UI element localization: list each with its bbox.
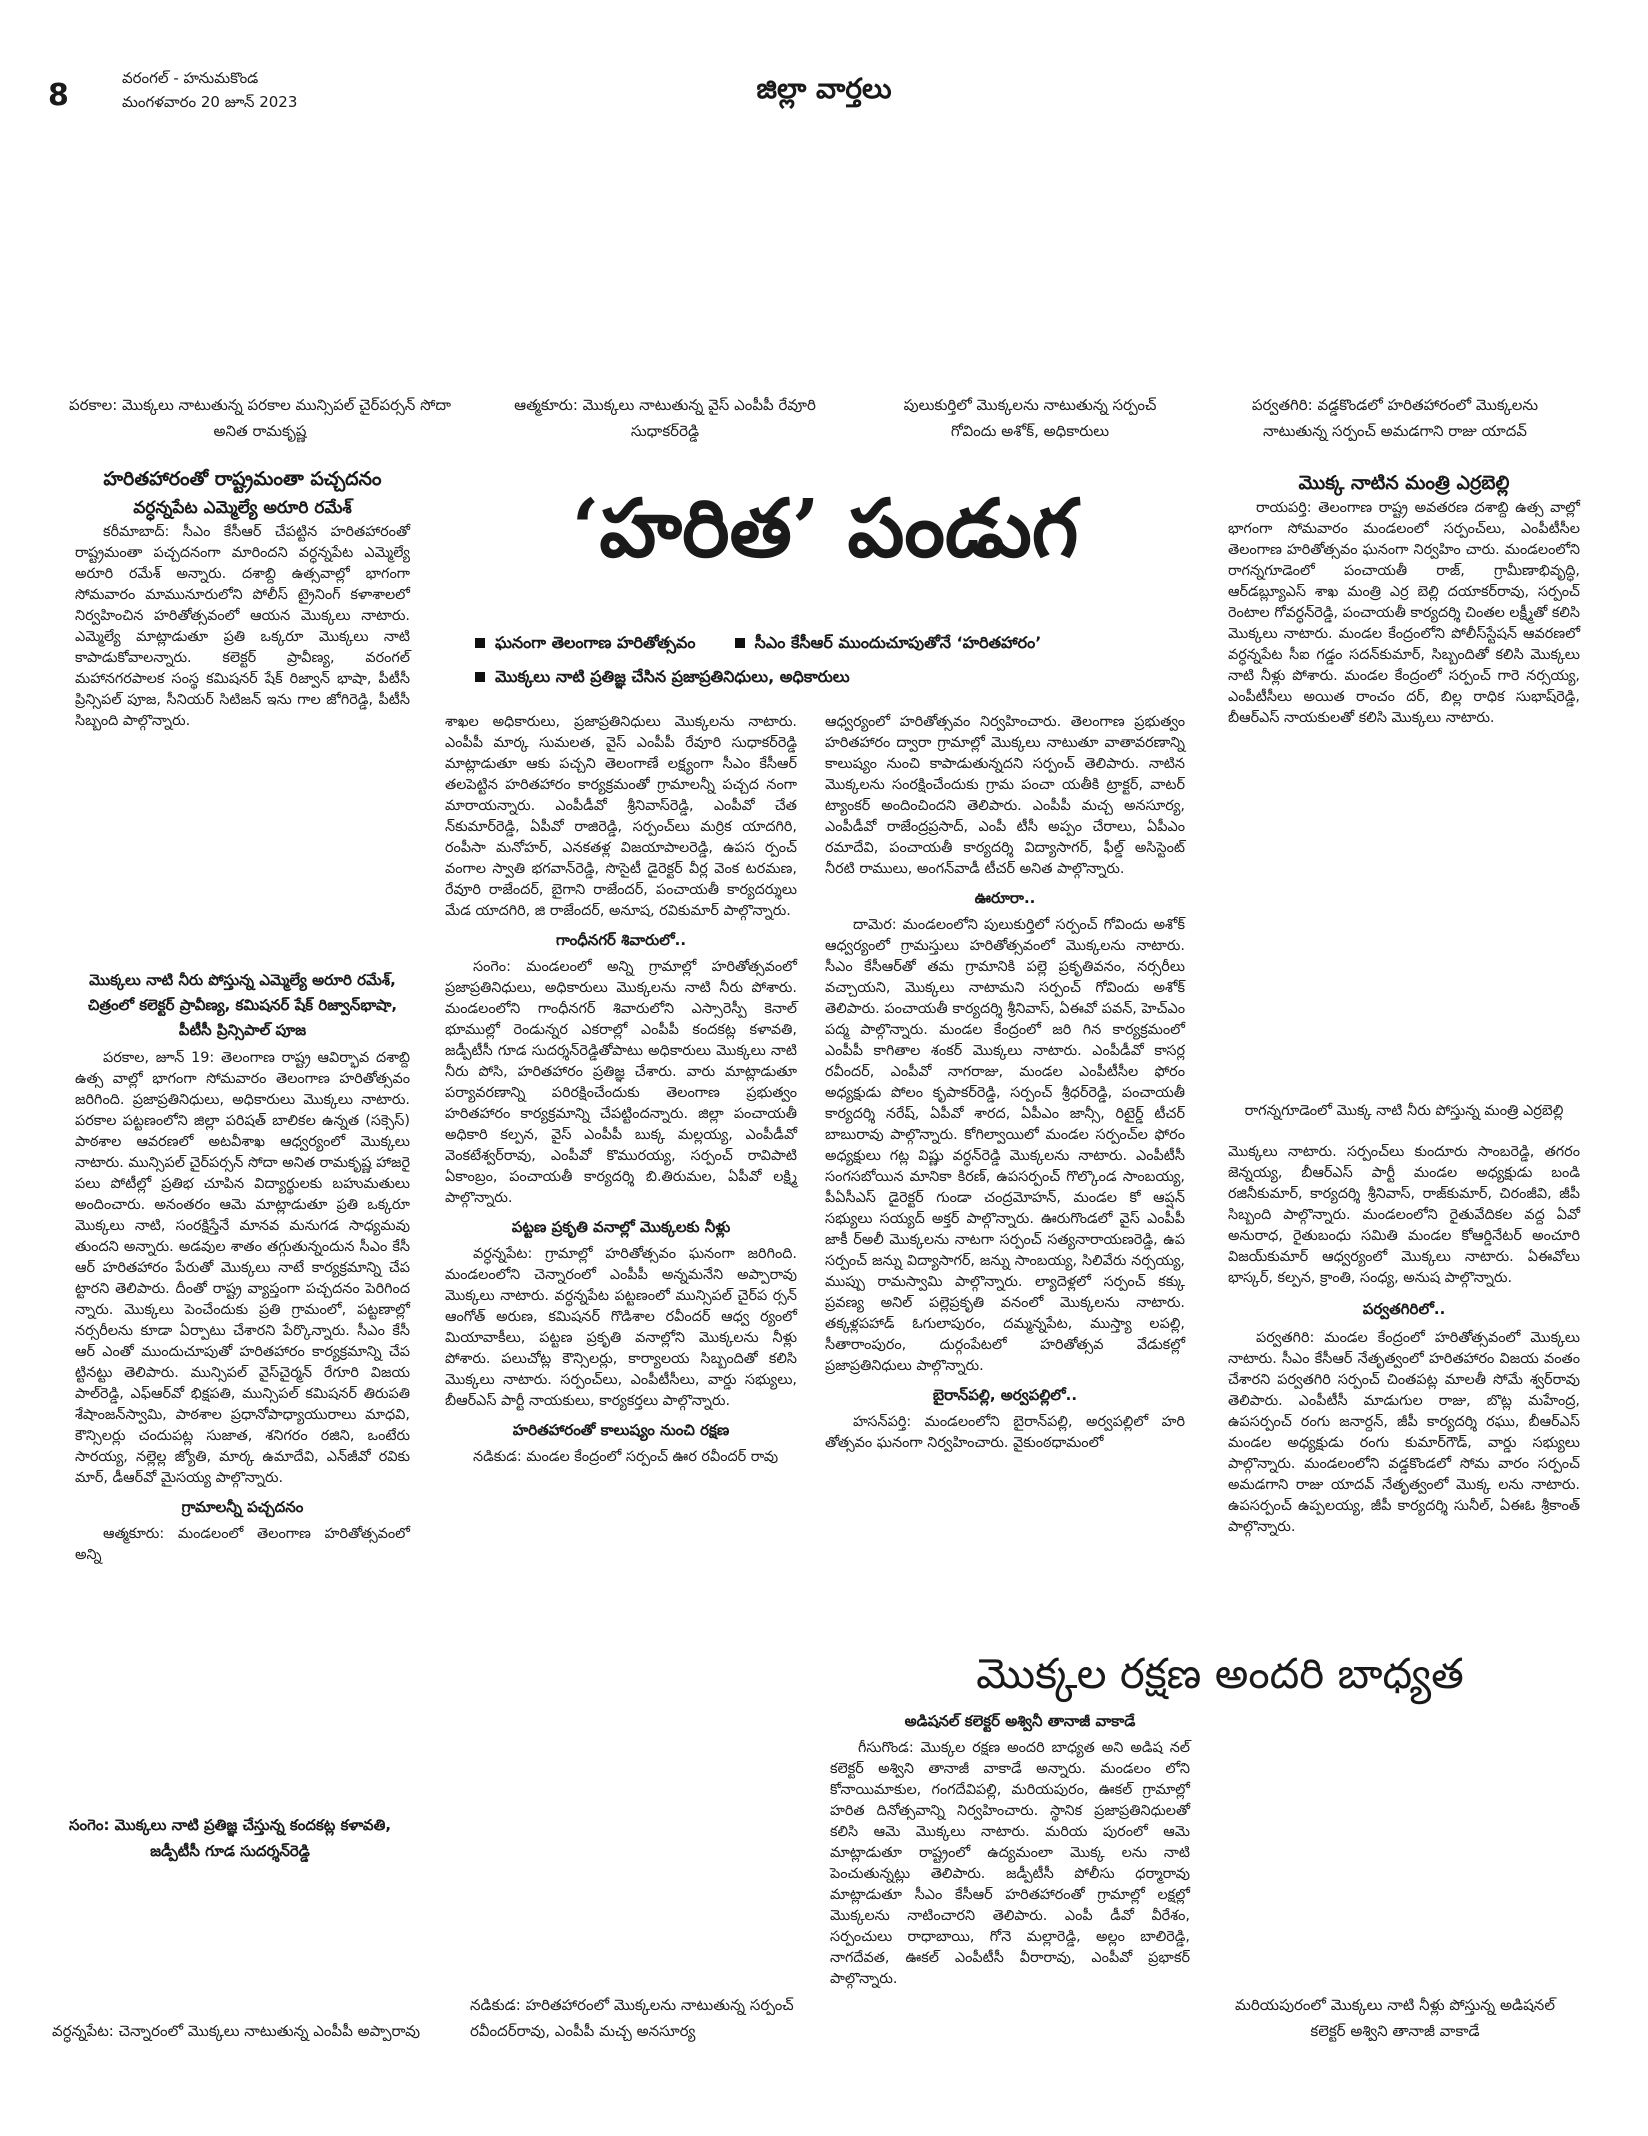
story-headline: హరితహారంతో రాష్ట్రమంతా పచ్చదనం — [103, 468, 382, 490]
photo-caption: మరియపురంలో మొక్కలు నాటి నీళ్లు పోస్తున్న అడిషనల్ కలెక్టర్ అశ్విని తానాజీ వాకాడే — [1235, 1996, 1555, 2040]
bottom-story-subhead: అడిషనల్ కలెక్టర్ అశ్వినీ తానాజీ వాకాడే — [904, 1712, 1136, 1730]
section-title: జిల్లా వార్తలు — [756, 72, 892, 105]
photo-caption: పర్వతగిరి: వడ్డకొండలో హరితహారంలో మొక్కలను నాటుతున్న సర్పంచ్ అమడగాని రాజు యాదవ్ — [1251, 396, 1539, 440]
photo-caption: పులుకుర్తిలో మొక్కలను నాటుతున్న సర్పంచ్ గోవిందు అశోక్, అధికారులు — [903, 396, 1157, 440]
bullet-square-icon — [735, 638, 745, 648]
subheading: గ్రామాలన్నీ పచ్చదనం — [181, 1498, 304, 1516]
photo-caption: మొక్కలు నాటి నీరు పోస్తున్న ఎమ్మెల్యే అరూరి రమేశ్, చిత్రంలో కలెక్టర్ ప్రావీణ్య, కమిషనర్ షేక్ రిజ్వాన్‌భాషా, పీటీసీ ప్రిన్సిపాల్ పూజ — [87, 971, 398, 1039]
subheading: ఊరూరా.. — [974, 889, 1036, 907]
publication-date: మంగళవారం 20 జూన్ 2023 — [122, 93, 298, 111]
right-story — [1228, 468, 1580, 729]
subheading: పట్టణ ప్రకృతి వనాల్లో మొక్కలకు నీళ్లు — [511, 1218, 731, 1236]
photo-caption: వర్ధన్నపేట: చెన్నారంలో మొక్కలు నాటుతున్న ఎంపీపీ అప్పారావు — [52, 2022, 421, 2040]
left-story-continued: పరకాల, జూన్ 19: తెలంగాణ రాష్ట్ర ఆవిర్భావ దశాబ్ది ఉత్స వాల్లో భాగంగా సోమవారం తెలంగాణ హరితోత్సవం జరిగింది. ప్రజాప్రతినిధులు, అధికారులు మొక్కలు నాటారు. పరకాల పట్టణంలోని జిల్లా పరిషత్ బాలికల ఉన్నత (సక్సెస్) పాఠశాల ఆవరణలో అటవీశాఖ ఆధ్వర్యంలో మొక్కలు నాటారు. మున్సిపల్ చైర్‌పర్సన్ సోదా అనిత రామకృష్ణ హాజరై పలు పోటీల్లో ప్రతిభ చూపిన విద్యార్థులకు బహుమతులు అందించారు. అనంతరం ఆమె మాట్లాడుతూ ప్రతి ఒక్కరూ మొక్కలు నాటి, సంరక్షిస్తేనే మానవ మనుగడ సాధ్యమవు తుందని అన్నారు. అడవుల శాతం తగ్గుతున్నందున సీఎం కేసీ ఆర్ హరితహారం పేరుతో మొక్కలు నాటే కార్యక్రమాన్ని చేప ట్టారని తెలిపారు. దీంతో రాష్ట్ర వ్యాప్తంగా పచ్చదనం పెరిగింద న్నారు. మొక్కలు పెంచేందుకు ప్రతి గ్రామంలో, పట్టణాల్లో నర్సరీలను కూడా ఏర్పాటు చేశారని పేర్కొన్నారు. సీఎం కేసీ ఆర్ ఎంతో ముందుచూపుతో హరితహారం కార్యక్రమాన్ని చేప ట్టినట్టు తెలిపారు. మున్సిపల్ వైస్‌చైర్మన్ రేగూరి విజయ పాల్‌రెడ్డి, ఎఫ్‌ఆర్‌వో భిక్షపతి, మున్సిపల్ కమిషనర్ తిరుపతి శేషాంజన్‌స్వామి, పాఠశాల ప్రధానోపాధ్యాయురాలు మాధవి, కౌన్సిలర్లు చందుపట్ల సుజాత, శనిగరం రజిని, ఒంటేరు సారయ్య, నల్లెల్ల జ్యోతి, మార్క ఉమాదేవి, ఎన్‌జీవో రవికు మార్, డీఆర్‌వో మైసయ్య పాల్గొన్నారు. గ్రామాలన్నీ పచ్చదనం ఆత్మకూరు: మండలంలో తెలంగాణ హరితోత్సవంలో అన్ని — [75, 1050, 410, 1563]
story-subhead: వర్ధన్నపేట ఎమ్మెల్యే అరూరి రమేశ్ — [133, 498, 352, 518]
right-story-continued: మొక్కలు నాటారు. సర్పంచ్‌లు కుందూరు సాంబరెడ్డి, తగరం జెన్నయ్య, బీఆర్‌ఎస్ పార్టీ మండల అధ్యక్షుడు బండి రజినీకుమార్, కార్యదర్శి శ్రీనివాస్, రాజ్‌కుమార్, చిరంజీవి, జీపీ సిబ్బంది పాల్గొన్నారు. మండలంలోని రైతువేదికల వద్ద ఏవో అనురాధ, రైతుబంధు సమితి మండల కోఆర్డినేటర్ అంచూరి విజయ్‌కుమార్ ఆధ్వర్యంలో మొక్కలు నాటారు. ఏఈవోలు భాస్కర్, కల్పన, క్రాంతి, సంధ్య, అనుష పాల్గొన్నారు. పర్వతగిరిలో.. పర్వతగిరి: మండల కేంద్రంలో హరితోత్సవంలో మొక్కలు నాటారు. సీఎం కేసీఆర్ నేతృత్వంలో హరితహారం విజయ వంతం చేశారని పర్వతగిరి సర్పంచ్ చింతపట్ల మాలతీ సోమే శ్వర్‌రావు తెలిపారు. ఎంపీటీసీ మాడుగుల రాజు, బొట్ల మహేంద్ర, ఉపసర్పంచ్ రంగు జనార్దన్, జీపీ కార్యదర్శి రఘు, బీఆర్‌ఎస్ మండల అధ్యక్షుడు రంగు కుమార్‌గౌడ్, వార్డు సభ్యులు పాల్గొన్నారు. మండలంలోని వడ్డకొండలో సోమ వారం సర్పంచ్ అమడగాని రాజు యాదవ్ నేతృత్వంలో మొక్క లను నాటారు. ఉపసర్పంచ్ ఉప్పలయ్య, జీపీ కార్యదర్శి సునీల్, ఏఈఓ శ్రీకాంత్ పాల్గొన్నారు. — [1228, 1144, 1580, 1535]
photo-caption: పరకాల: మొక్కలు నాటుతున్న పరకాల మున్సిపల్ చైర్‌పర్సన్ సోదా అనిత రామకృష్ణ — [69, 396, 451, 440]
bullet-row: ఘనంగా తెలంగాణ హరితోత్సవం సీఎం కేసీఆర్ ముందుచూపుతోనే ‘హరితహారం’ — [475, 626, 1215, 660]
lead-column-3: ఆధ్వర్యంలో హరితోత్సవం నిర్వహించారు. తెలంగాణ ప్రభుత్వం హరితహారం ద్వారా గ్రామాల్లో మొక్కలు నాటుతూ వాతావరణాన్ని కాలుష్యం నుంచి కాపాడుతున్నదని సర్పంచ్ తెలిపారు. నాటిన మొక్కలను సంరక్షించేందుకు గ్రామ పంచా యతీకి ట్రాక్టర్, వాటర్ ట్యాంకర్ అందించిందని తెలిపారు. ఎంపీపీ మచ్చ అనసూర్య, ఎంపీడీవో రాజేంద్రప్రసాద్, ఎంపీ టీసీ అప్పం చేరాలు, ఏపీఎం రమాదేవి, పంచాయతీ కార్యదర్శి విద్యాసాగర్, ఫీల్డ్ అసిస్టెంట్ నీరటి రాములు, అంగన్‌వాడీ టీచర్ అనిత పాల్గొన్నారు. ఊరూరా.. దామెర: మండలంలోని పులుకుర్తిలో సర్పంచ్ గోవిందు అశోక్ ఆధ్వర్యంలో గ్రామస్తులు హరితోత్సవంలో మొక్కలను నాటారు. సీఎం కేసీఆర్‌తో తమ గ్రామానికి పల్లె ప్రకృతివనం, నర్సరీలు వచ్చాయని, మొక్కలు నాటామని సర్పంచ్ గోవిందు అశోక్ తెలిపారు. పంచాయతీ కార్యదర్శి శ్రీనివాస్, ఏఈవో పవన్, హెచ్‌ఎం పద్మ పాల్గొన్నారు. మండల కేంద్రంలో జరి గిన కార్యక్రమంలో ఎంపీపీ కాగితాల శంకర్ మొక్కలు నాటారు. ఎంపీడీవో కాసర్ల రవీందర్, ఎంపీవో నాగరాజు, మండల ఎంపీటీసీల ఫోరం అధ్యక్షుడు పోలం కృపాకర్‌రెడ్డి, సర్పంచ్ శ్రీధర్‌రెడ్డి, పంచాయతీ కార్యదర్శి నరేష్, ఏపీవో శారద, ఏపీఎం జాన్సీ, రిటైర్డ్ టీచర్ బాబురావు పాల్గొన్నారు. కోగిల్వాయిలో మండల సర్పంచ్‌ల ఫోరం అధ్యక్షులు గట్ల విష్ణు వర్ధన్‌రెడ్డి మొక్కలను నాటారు. ఎంపీటీసీ సంగసబోయిన మానికా కిరణ్, ఉపసర్పంచ్ గొల్కొండ సాంబయ్య, పీఏసీఎస్ డైరెక్టర్ గుండా చంద్రమోహన్, మండల కో ఆప్షన్ సభ్యులు సయ్యద్ అక్తర్ పాల్గొన్నారు. ఊరుగొండలో వైస్ ఎంపీపీ జాకీ ర్‌అలీ మొక్కలను నాటగా సర్పంచ్ సత్యనారాయణరెడ్డి, ఉప సర్పంచ్ జన్ను విద్యాసాగర్, జన్ను సాంబయ్య, సిలివేరు నర్సయ్య, ముప్పు రామస్వామి పాల్గొన్నారు. ల్యాదెళ్లలో సర్పంచ్ కక్కు ప్రవణ్య అనిల్ పల్లెప్రకృతి వనంలో మొక్కలను నాటారు. తక్కళ్లపహాడ్ ఓగులాపురం, దమ్మన్నపేట, ముస్త్యా లపల్లి, సీతారాంపురం, దుర్గంపేటలో హరితోత్సవ వేడుకల్లో ప్రజాప్రతినిధులు పాల్గొన్నారు. బైరాన్‌పల్లి, అర్వపల్లిలో.. హసన్‌పర్తి: మండలంలోని బైరాన్‌పల్లి, అర్వపల్లిలో హరి తోత్సవం ఘనంగా నిర్వహించారు. వైకుంఠధామంలో — [825, 714, 1185, 1451]
edition-name: వరంగల్ - హనుమకొండ — [122, 69, 259, 87]
photo-caption: సంగెం: మొక్కలు నాటి ప్రతిజ్ఞ చేస్తున్న కందకట్ల కళావతి, జడ్పీటీసీ గూడ సుదర్శన్‌రెడ్డి — [68, 1816, 392, 1860]
photo-caption: నడికుడ: హరితహారంలో మొక్కలను నాటుతున్న సర్పంచ్ రవీందర్‌రావు, ఎంపీపీ మచ్చ అనసూర్య — [470, 1996, 794, 2040]
lead-bullets — [475, 626, 1215, 694]
left-story — [75, 464, 410, 732]
story-body: రాయపర్తి: తెలంగాణ రాష్ట్ర అవతరణ దశాబ్ది ఉత్స వాల్లో భాగంగా సోమవారం మండలంలో సర్పంచ్‌లు, ఎంపీటీసీల తెలంగాణ హరితోత్సవం ఘనంగా నిర్వహిం చారు. మండలంలోని రాగన్నగూడెంలో పంచాయతీ రాజ్, గ్రామీణాభివృద్ధి, ఆర్‌డబ్ల్యూఎస్ శాఖ మంత్రి ఎర్ర బెల్లి దయాకర్‌రావు, సర్పంచ్ రెంటాల గోవర్ధన్‌రెడ్డి, పంచాయతీ కార్యదర్శి చింతల లక్ష్మీతో కలిసి మొక్కలు నాటారు. మండల కేంద్రంలోని పోలీస్‌స్టేషన్ ఆవరణలో వర్ధన్నపేట సీఐ గడ్డం సదన్‌కుమార్, సిబ్బందితో కలిసి మొక్కలు నాటి నీళ్లు పోశారు. మండల కేంద్రంలో సర్పంచ్ గారె నర్సయ్య, ఎంపీటీసీలు అయిత రాంచం దర్, బిల్ల రాధిక సుభాష్‌రెడ్డి, బీఆర్‌ఎస్ నాయకులతో కలిసి మొక్కలు నాటారు. — [1228, 500, 1580, 726]
bottom-story-body: గీసుగొండ: మొక్కల రక్షణ అందరి బాధ్యత అని అడిష నల్ కలెక్టర్ అశ్విని తానాజీ వాకాడే అన్నారు. మండలం లోని కోనాయిమాకుల, గంగదేవిపల్లి, మరియపురం, ఊకల్ గ్రామాల్లో హరిత దినోత్సవాన్ని నిర్వహించారు. స్థానిక ప్రజాప్రతినిధులతో కలిసి ఆమె మొక్కలు నాటారు. మరియ పురంలో ఆమె మాట్లాడుతూ రాష్ట్రంలో ఉద్యమంలా మొక్క లను నాటి పెంచుతున్నట్లు తెలిపారు. జడ్పీటీసీ పోలీసు ధర్మారావు మాట్లాడుతూ సీఎం కేసీఆర్ హరితహారంతో గ్రామాల్లో లక్షల్లో మొక్కలను నాటించారని తెలిపారు. ఎంపీ డీవో వీరేశం, సర్పంచులు రాధాబాయి, గోనె మల్లారెడ్డి, అల్లం బాలిరెడ్డి, నాగదేవత, ఊకల్ ఎంపీటీసీ వీరారావు, ఎంపీవో ప్రభాకర్ పాల్గొన్నారు. — [830, 1740, 1190, 1987]
bottom-story-headline: మొక్కల రక్షణ అందరి బాధ్యత — [976, 1649, 1464, 1698]
subheading: బైరాన్‌పల్లి, అర్వపల్లిలో.. — [932, 1386, 1078, 1404]
bullet-square-icon — [475, 672, 485, 682]
subheading: హరితహారంతో కాలుష్యం నుంచి రక్షణ — [512, 1421, 730, 1439]
bullet-row: మొక్కలు నాటి ప్రతిజ్ఞ చేసిన ప్రజాప్రతినిధులు, అధికారులు — [475, 660, 1215, 694]
subheading: పర్వతగిరిలో.. — [1362, 1300, 1446, 1318]
lead-headline: ‘హరిత’ పండుగ — [571, 481, 1079, 575]
subheading: గాంధీనగర్ శివారులో.. — [555, 931, 687, 949]
page-number: 8 — [48, 78, 69, 113]
story-body: కరీమాబాద్: సీఎం కేసీఆర్ చేపట్టిన హరితహారంతో రాష్ట్రమంతా పచ్చదనంగా మారిందని వర్ధన్నపేట ఎమ్మెల్యే అరూరి రమేశ్ అన్నారు. దశాబ్ది ఉత్సవాల్లో భాగంగా సోమవారం మామునూరులోని పోలీస్ ట్రైనింగ్ కళాశాలలో నిర్వహించిన హరితోత్సవంలో ఆయన మొక్కలు నాటారు. ఎమ్మెల్యే మాట్లాడుతూ ప్రతి ఒక్కరూ మొక్కలు నాటి కాపాడుకోవాలన్నారు. కలెక్టర్ ప్రావీణ్య, వరంగల్ మహానగరపాలక సంస్థ కమిషనర్ షేక్ రిజ్వాన్ భాషా, పీటీసీ ప్రిన్సిపల్ పూజ, సీనియర్ సిటిజన్ ఇను గాల జోగిరెడ్డి, పీటీసీ సిబ్బంది పాల్గొన్నారు. — [75, 524, 410, 729]
bullet-square-icon — [475, 638, 485, 648]
photo-caption: రాగన్నగూడెంలో మొక్క నాటి నీరు పోస్తున్న మంత్రి ఎర్రబెల్లి — [1244, 1103, 1564, 1119]
photo-caption: ఆత్మకూరు: మొక్కలు నాటుతున్న వైస్ ఎంపీపీ రేవూరి సుధాకర్‌రెడ్డి — [514, 396, 816, 440]
story-headline: మొక్క నాటిన మంత్రి ఎర్రబెల్లి — [1298, 472, 1510, 494]
lead-column-2: శాఖల అధికారులు, ప్రజాప్రతినిధులు మొక్కలను నాటారు. ఎంపీపీ మార్క సుమలత, వైస్ ఎంపీపీ రేవూరి సుధాకర్‌రెడ్డి మాట్లాడుతూ ఆకు పచ్చని తెలంగాణే లక్ష్యంగా సీఎం కేసీఆర్ తలపెట్టిన హరితహారం కార్యక్రమంతో గ్రామాలన్నీ పచ్చద నంగా మారాయన్నారు. ఎంపీడీవో శ్రీనివాస్‌రెడ్డి, ఎంపీవో చేత న్‌కుమార్‌రెడ్డి, ఏపీవో రాజిరెడ్డి, సర్పంచ్‌లు మర్రిక యాదగిరి, రంపీసా మనోహర్, ఎనకతళ్ల విజయాపాలరెడ్డి, ఉపస ర్పంచ్ వంగాల స్వాతి భగవాన్‌రెడ్డి, సొసైటీ డైరెక్టర్ వీర్ల వెంక టరమణ, రేవూరి రాజేందర్, బైగాని రాజేందర్, పంచాయతీ కార్యదర్శులు మేడ యాదగిరి, జి రాజేందర్, అనూష, రవికుమార్ పాల్గొన్నారు. గాంధీనగర్ శివారులో.. సంగెం: మండలంలో అన్ని గ్రామాల్లో హరితోత్సవంలో ప్రజాప్రతినిధులు, అధికారులు మొక్కలను నాటి నీరు పోశారు. మండలంలోని గాంధీనగర్ శివారులోని ఎస్సారెస్పీ కెనాల్ భూముల్లో రెండున్నర ఎకరాల్లో ఎంపీపీ కందకట్ల కళావతి, జడ్పీటీసీ గూడ సుదర్శన్‌రెడ్డితోపాటు అధికారులు మొక్కలు నాటి నీరు పోసి, హరితహారం ప్రతిజ్ఞ చేశారు. వారు మాట్లాడుతూ పర్యావరణాన్ని పరిరక్షించేందుకు తెలంగాణ ప్రభుత్వం హరితహారం కార్యక్రమాన్ని చేపట్టిందన్నారు. జిల్లా పంచాయతీ అధికారి కల్పన, వైస్ ఎంపీపీ బుక్క మల్లయ్య, ఎంపీడీవో వెంకటేశ్వర్‌రావు, ఎంపీవో కొమురయ్య, సర్పంచ్ రావిపాటి ఏకాంబ్రం, పంచాయతీ కార్యదర్శి బి.తిరుమల, ఏపీవో లక్ష్మి పాల్గొన్నారు. పట్టణ ప్రకృతి వనాల్లో మొక్కలకు నీళ్లు వర్ధన్నపేట: గ్రామాల్లో హరితోత్సవం ఘనంగా జరిగింది. మండలంలోని చెన్నారంలో ఎంపీపీ అన్నమనేని అప్పారావు మొక్కలు నాటారు. వర్ధన్నపేట పట్టణంలో మున్సిపల్ చైర్‌ప ర్సన్ ఆంగోత్ అరుణ, కమిషనర్ గొడిశాల రవీందర్ ఆధ్వ ర్యంలో మియావాకీలు, పట్టణ ప్రకృతి వనాల్లోని మొక్కలను నీళ్లు పోశారు. పలుచోట్ల కౌన్సిలర్లు, కార్యాలయ సిబ్బందితో కలిసి మొక్కలు నాటారు. సర్పంచ్‌లు, ఎంపీటీసీలు, వార్డు సభ్యులు, బీఆర్‌ఎస్ పార్టీ నాయకులు, కార్యకర్తలు పాల్గొన్నారు. హరితహారంతో కాలుష్యం నుంచి రక్షణ నడికుడ: మండల కేంద్రంలో సర్పంచ్ ఊర రవీందర్ రావు — [445, 714, 797, 1465]
